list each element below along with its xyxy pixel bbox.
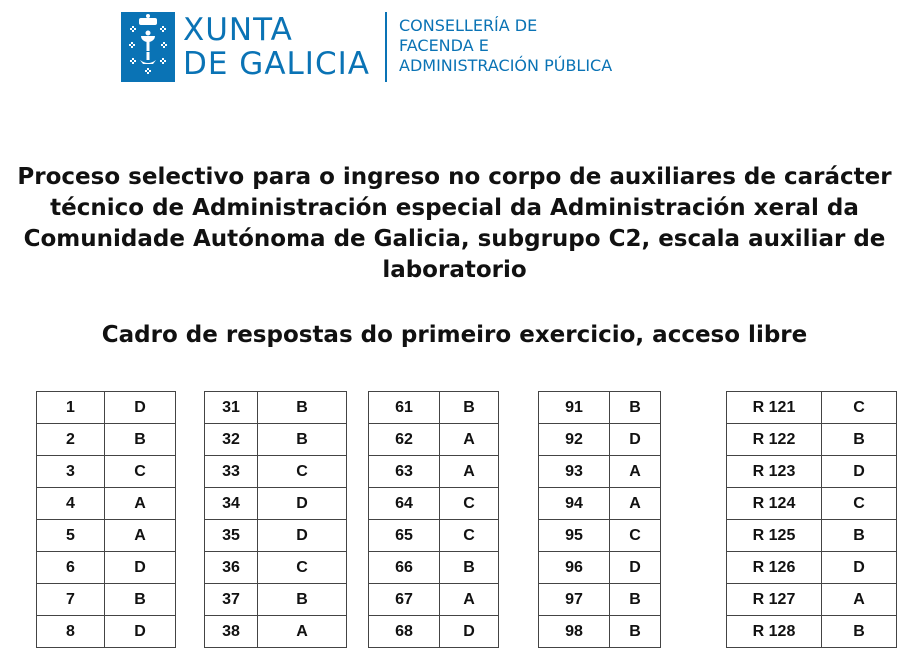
answer-letter: A — [105, 488, 176, 520]
question-number: 2 — [37, 424, 105, 456]
answer-letter: B — [822, 424, 897, 456]
answer-table-2 — [204, 391, 347, 648]
table-row — [369, 584, 499, 616]
table-row — [539, 520, 661, 552]
table-row — [727, 552, 897, 584]
question-number: R 128 — [727, 616, 822, 648]
document-title: Proceso selectivo para o ingreso no corpo de auxiliares de carácter técnico de Administración especial da Administración xeral da Comunidade Autónoma de Galicia, subgrupo C2, escala auxiliar de laboratorio — [17, 164, 892, 283]
dept-line-1: CONSELLERÍA DE — [399, 16, 538, 35]
question-number: R 126 — [727, 552, 822, 584]
answer-letter: B — [440, 392, 499, 424]
answer-letter: B — [822, 616, 897, 648]
answer-letter: B — [610, 392, 661, 424]
answer-letter: D — [440, 616, 499, 648]
logo-line-1: XUNTA — [183, 12, 293, 48]
question-number: 94 — [539, 488, 610, 520]
question-number: 7 — [37, 584, 105, 616]
answer-table-5 — [726, 391, 897, 648]
question-number: 61 — [369, 392, 440, 424]
question-number: 63 — [369, 456, 440, 488]
question-number: R 121 — [727, 392, 822, 424]
table-row — [727, 520, 897, 552]
question-number: 34 — [205, 488, 258, 520]
answer-letter: A — [440, 584, 499, 616]
question-number: R 122 — [727, 424, 822, 456]
table-row — [727, 424, 897, 456]
table-row — [205, 456, 347, 488]
question-number: 64 — [369, 488, 440, 520]
question-number: R 127 — [727, 584, 822, 616]
answer-letter: D — [258, 488, 347, 520]
table-row — [37, 392, 176, 424]
answer-letter: D — [822, 456, 897, 488]
table-row — [37, 584, 176, 616]
table-row — [539, 616, 661, 648]
question-number: 65 — [369, 520, 440, 552]
question-number: 37 — [205, 584, 258, 616]
answer-letter: D — [105, 552, 176, 584]
answer-table-3 — [368, 391, 499, 648]
question-number: 3 — [37, 456, 105, 488]
table-row — [539, 488, 661, 520]
table-row — [205, 488, 347, 520]
dept-line-3: ADMINISTRACIÓN PÚBLICA — [399, 56, 613, 75]
question-number: 36 — [205, 552, 258, 584]
answer-letter: A — [610, 456, 661, 488]
table-row — [37, 616, 176, 648]
question-number: 98 — [539, 616, 610, 648]
answer-letter: D — [258, 520, 347, 552]
answer-letter: C — [258, 552, 347, 584]
table-row — [205, 616, 347, 648]
table-row — [539, 552, 661, 584]
answer-letter: D — [610, 424, 661, 456]
answer-table-4 — [538, 391, 661, 648]
xunta-logo-text — [183, 13, 383, 81]
answer-letter: D — [105, 392, 176, 424]
question-number: 1 — [37, 392, 105, 424]
answer-letter: D — [610, 552, 661, 584]
question-number: 35 — [205, 520, 258, 552]
question-number: 68 — [369, 616, 440, 648]
answer-letter: C — [258, 456, 347, 488]
table-row — [369, 392, 499, 424]
question-number: 6 — [37, 552, 105, 584]
table-row — [539, 584, 661, 616]
answer-letter: B — [258, 584, 347, 616]
answer-letter: A — [440, 456, 499, 488]
table-row — [727, 616, 897, 648]
table-row — [369, 552, 499, 584]
question-number: 31 — [205, 392, 258, 424]
answer-letter: A — [610, 488, 661, 520]
table-row — [37, 488, 176, 520]
question-number: R 125 — [727, 520, 822, 552]
answer-letter: D — [822, 552, 897, 584]
department-name — [399, 16, 669, 76]
table-row — [205, 424, 347, 456]
table-row — [539, 392, 661, 424]
table-row — [539, 456, 661, 488]
answer-table-1 — [36, 391, 176, 648]
table-row — [37, 456, 176, 488]
question-number: 33 — [205, 456, 258, 488]
table-row — [369, 616, 499, 648]
answer-letter: C — [440, 488, 499, 520]
answer-letter: D — [105, 616, 176, 648]
document-subtitle: Cadro de respostas do primeiro exercicio, acceso libre — [101, 322, 808, 348]
question-number: R 124 — [727, 488, 822, 520]
answer-letter: C — [105, 456, 176, 488]
answer-letter: B — [105, 584, 176, 616]
answer-letter: A — [822, 584, 897, 616]
question-number: 91 — [539, 392, 610, 424]
answer-letter: B — [105, 424, 176, 456]
question-number: 92 — [539, 424, 610, 456]
answer-letter: A — [258, 616, 347, 648]
table-row — [369, 520, 499, 552]
table-row — [37, 552, 176, 584]
table-row — [205, 392, 347, 424]
answer-letter: C — [440, 520, 499, 552]
answer-letter: A — [105, 520, 176, 552]
answer-letter: B — [440, 552, 499, 584]
question-number: 32 — [205, 424, 258, 456]
question-number: 38 — [205, 616, 258, 648]
question-number: 66 — [369, 552, 440, 584]
header-divider — [385, 12, 387, 82]
question-number: 93 — [539, 456, 610, 488]
answer-letter: B — [610, 616, 661, 648]
table-row — [205, 552, 347, 584]
question-number: R 123 — [727, 456, 822, 488]
question-number: 62 — [369, 424, 440, 456]
answer-letter: B — [822, 520, 897, 552]
table-row — [37, 424, 176, 456]
table-row — [369, 456, 499, 488]
table-row — [727, 488, 897, 520]
galicia-emblem-icon — [121, 12, 175, 82]
answer-letter: B — [258, 424, 347, 456]
question-number: 5 — [37, 520, 105, 552]
logo-line-2: DE GALICIA — [183, 46, 370, 82]
answer-letter: B — [258, 392, 347, 424]
table-row — [727, 456, 897, 488]
table-row — [369, 424, 499, 456]
table-row — [205, 584, 347, 616]
table-row — [369, 488, 499, 520]
table-row — [727, 392, 897, 424]
question-number: 67 — [369, 584, 440, 616]
table-row — [205, 520, 347, 552]
answer-letter: C — [822, 392, 897, 424]
question-number: 96 — [539, 552, 610, 584]
question-number: 4 — [37, 488, 105, 520]
question-number: 95 — [539, 520, 610, 552]
answer-letter: B — [610, 584, 661, 616]
question-number: 97 — [539, 584, 610, 616]
table-row — [727, 584, 897, 616]
dept-line-2: FACENDA E — [399, 36, 489, 55]
answer-letter: A — [440, 424, 499, 456]
answer-letter: C — [610, 520, 661, 552]
question-number: 8 — [37, 616, 105, 648]
table-row — [539, 424, 661, 456]
answer-letter: C — [822, 488, 897, 520]
table-row — [37, 520, 176, 552]
